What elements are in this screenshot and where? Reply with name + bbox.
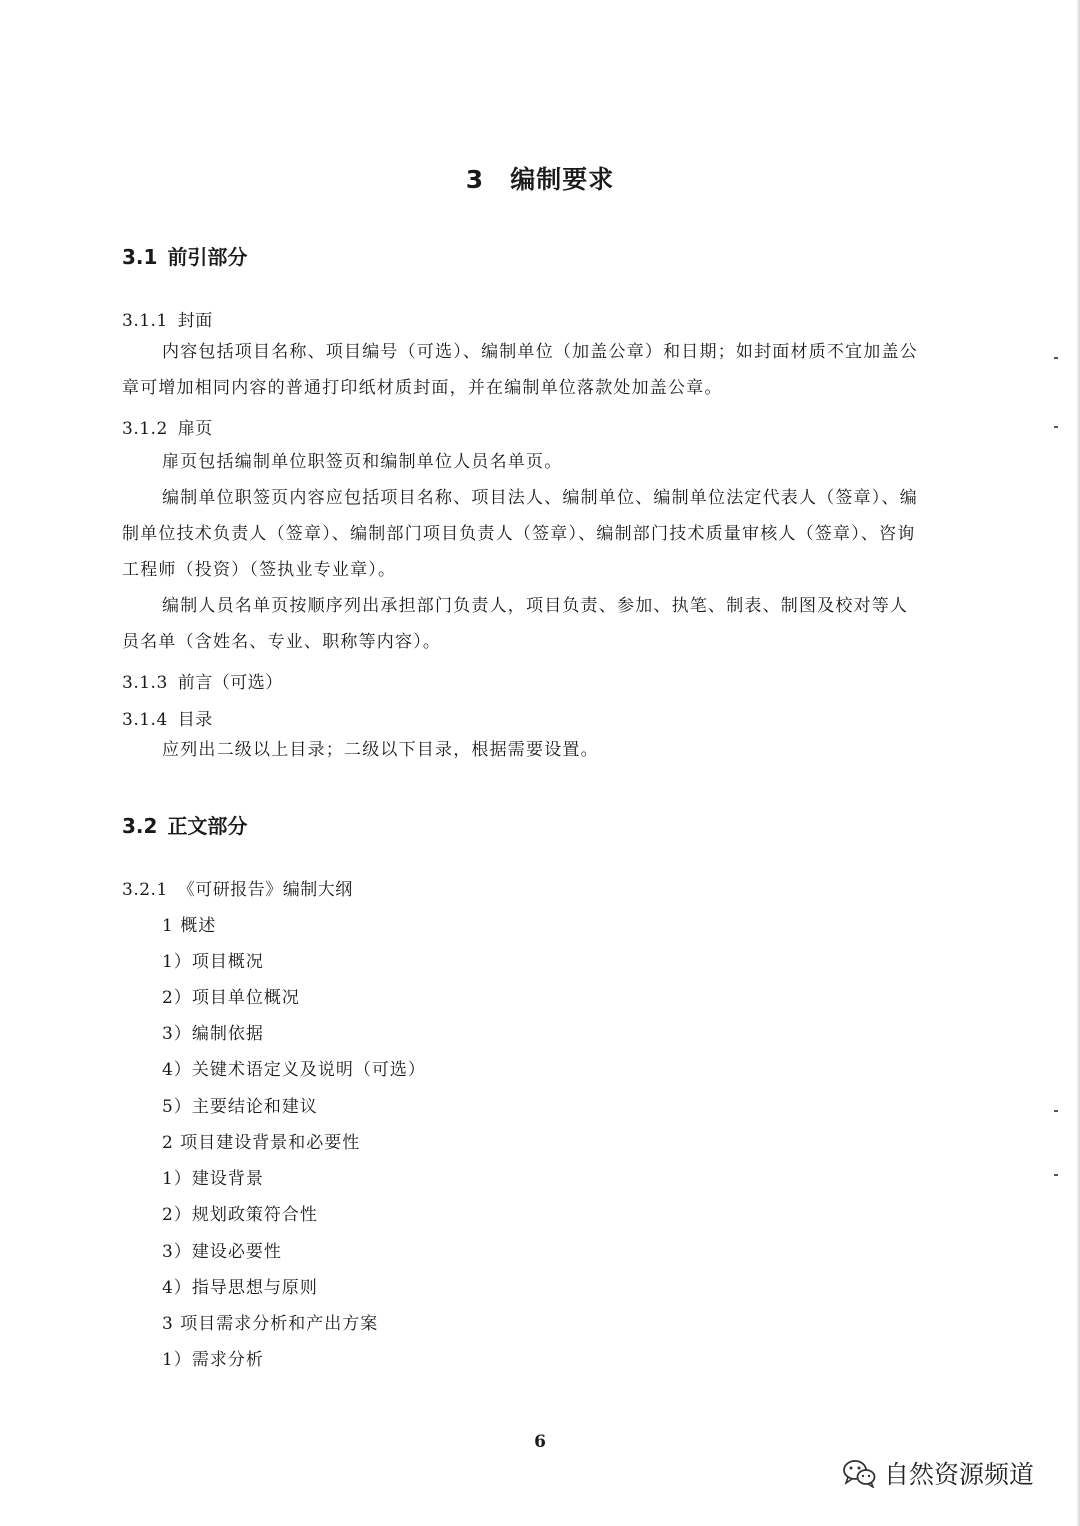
subsection-number: 3.1.4: [122, 710, 168, 730]
outline-item: 2）规划政策符合性: [162, 1205, 318, 1225]
subsection-number: 3.1.2: [122, 419, 168, 439]
outline-item: 1）建设背景: [162, 1169, 264, 1189]
section-title: 前引部分: [167, 245, 248, 269]
paragraph-sign-page-line-2: 制单位技术负责人（签章）、编制部门项目负责人（签章）、编制部门技术质量审核人（签章）、咨询: [122, 524, 916, 544]
subsection-title: 目录: [177, 710, 213, 730]
outline-item: 2）项目单位概况: [162, 988, 300, 1008]
wechat-icon: [842, 1458, 876, 1488]
paragraph-staff-list-line-2: 员名单（含姓名、专业、职称等内容）。: [122, 632, 442, 652]
subsection-heading-3-1-4: [122, 705, 213, 730]
watermark-text: 自然资源频道: [884, 1460, 1035, 1489]
subsection-number: 3.1.1: [122, 311, 168, 331]
scan-speck: [1054, 1174, 1058, 1176]
paragraph-toc: 应列出二级以上目录；二级以下目录，根据需要设置。: [162, 740, 599, 760]
scan-speck: [1054, 1110, 1058, 1112]
subsection-title: 扉页: [177, 419, 213, 439]
outline-item: 2 项目建设背景和必要性: [162, 1133, 361, 1153]
watermark: [842, 1455, 1034, 1491]
subsection-title: 《可研报告》编制大纲: [177, 880, 353, 900]
outline-item: 4）关键术语定义及说明（可选）: [162, 1060, 426, 1080]
subsection-heading-3-1-2: [122, 414, 213, 439]
section-title: 正文部分: [167, 814, 248, 838]
outline-item: 3）建设必要性: [162, 1242, 282, 1262]
outline-item: 3）编制依据: [162, 1024, 264, 1044]
section-number: 3.1: [122, 245, 158, 269]
subsection-number: 3.2.1: [122, 880, 168, 900]
paragraph-cover-line-2: 章可增加相同内容的普通打印纸材质封面，并在编制单位落款处加盖公章。: [122, 378, 723, 398]
outline-item: 3 项目需求分析和产出方案: [162, 1314, 379, 1334]
subsection-heading-3-1-1: [122, 306, 213, 331]
subsection-title: 前言（可选）: [177, 673, 283, 693]
chapter-title: 编制要求: [510, 165, 615, 194]
paragraph-title-page: 扉页包括编制单位职签页和编制单位人员名单页。: [162, 452, 563, 472]
subsection-title: 封面: [177, 311, 213, 331]
paragraph-sign-page-line-1: 编制单位职签页内容应包括项目名称、项目法人、编制单位、编制单位法定代表人（签章）、编: [162, 488, 918, 508]
paragraph-cover-line-1: 内容包括项目名称、项目编号（可选）、编制单位（加盖公章）和日期；如封面材质不宜加盖公: [162, 342, 918, 362]
subsection-heading-3-2-1: [122, 875, 353, 900]
chapter-number: 3: [465, 165, 485, 194]
outline-item: 1 概述: [162, 916, 217, 936]
outline-item: 5）主要结论和建议: [162, 1097, 318, 1117]
subsection-heading-3-1-3: [122, 668, 283, 693]
chapter-heading: [0, 160, 1080, 196]
paragraph-staff-list-line-1: 编制人员名单页按顺序列出承担部门负责人，项目负责、参加、执笔、制表、制图及校对等人: [162, 596, 909, 616]
scan-speck: [1054, 426, 1058, 428]
scan-speck: [1054, 357, 1058, 359]
subsection-number: 3.1.3: [122, 673, 168, 693]
section-number: 3.2: [122, 814, 158, 838]
section-heading-3-2: [122, 810, 247, 839]
outline-item: 4）指导思想与原则: [162, 1278, 318, 1298]
page-number: 6: [534, 1432, 546, 1452]
section-heading-3-1: [122, 241, 247, 270]
paragraph-sign-page-line-3: 工程师（投资）（签执业专业章）。: [122, 560, 397, 580]
outline-item: 1）项目概况: [162, 952, 264, 972]
outline-item: 1）需求分析: [162, 1350, 264, 1370]
